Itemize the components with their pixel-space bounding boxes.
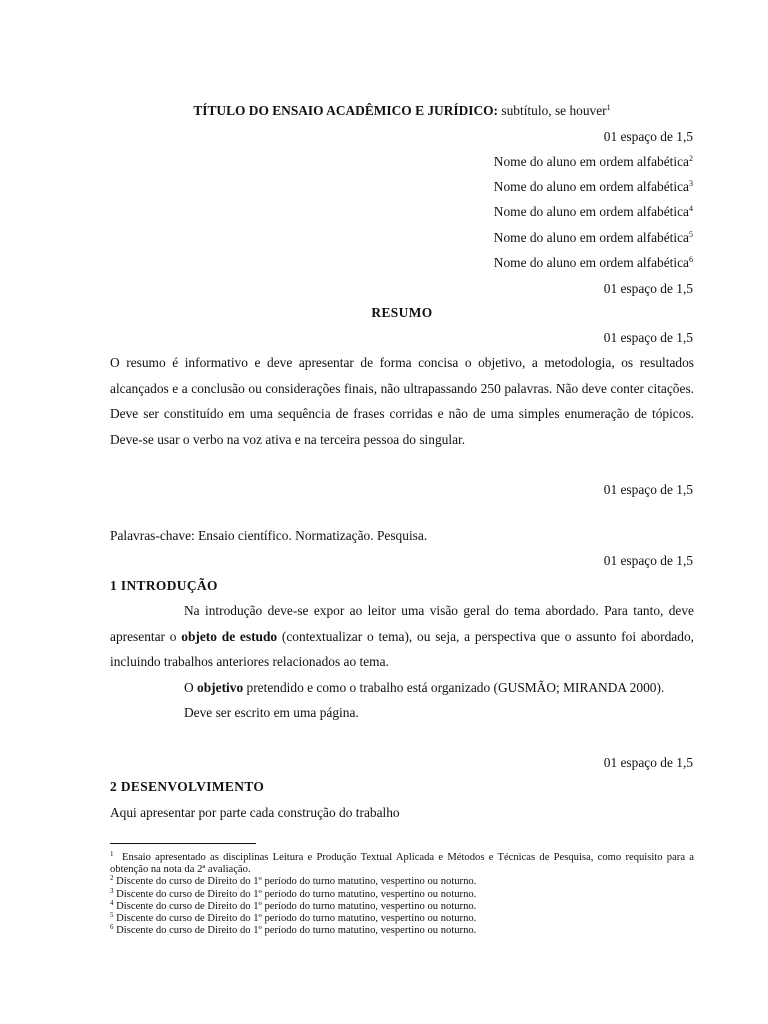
desenvolvimento-text: Aqui apresentar por parte cada construção do trabalho [110,805,400,820]
spacing-note: 01 espaço de 1,5 [603,129,693,144]
document-title [0,103,768,119]
footnote: $^3$ Discente do curso de Direito do 1º período do turno matutino, vespertino ou noturno. [110,886,477,900]
resumo-text: O resumo é informativo e deve apresentar de forma concisa o objetivo, a metodologia, os resultados alcançados e a conclusão ou considerações finais, não ultrapassando 250 palavras. Não deve conter citações. Deve ser constituído em uma sequência de frases corridas e não de uma simples enumeração de tópicos. Deve-se usar o verbo na voz ativa e na terceira pessoa do singular. [110,355,694,447]
footnote: $^5$ Discente do curso de Direito do 1º período do turno matutino, vespertino ou noturno. [110,911,477,925]
footnote: $^2$ Discente do curso de Direito do 1º período do turno matutino, vespertino ou noturno. [110,874,477,888]
introducao-paragraph: O objetivo pretendido e como o trabalho está organizado (GUSMÃO; MIRANDA 2000). [184,679,665,695]
spacing-note: 01 espaço de 1,5 [603,553,693,568]
spacing-note: 01 espaço de 1,5 [603,281,693,296]
resumo-heading: RESUMO [371,305,433,320]
author-name: Nome do aluno em ordem alfabética$^3$ [493,179,693,194]
keywords: Palavras-chave: Ensaio científico. Normatização. Pesquisa. [110,528,428,543]
title-subtitle: subtítulo, se houver [501,103,607,118]
title-main: TÍTULO DO ENSAIO ACADÊMICO E JURÍDICO: [193,103,499,118]
introducao-heading: 1 INTRODUÇÃO [110,578,218,593]
introducao-body [110,598,694,726]
author-name: Nome do aluno em ordem alfabética$^6$ [493,255,693,270]
author-name: Nome do aluno em ordem alfabética$^4$ [493,204,693,219]
introducao-paragraph: Na introdução deve-se expor ao leitor uma visão geral do tema abordado. Para tanto, deve apresentar o objeto de estudo (contextualizar o tema), ou seja, a perspectiva que o assunto foi abordado, incluindo trabalhos anteriores relacionados ao tema. [110,603,694,669]
footnotes [110,852,694,937]
author-name: Nome do aluno em ordem alfabética$^5$ [493,230,693,245]
footnote: $^6$ Discente do curso de Direito do 1º período do turno matutino, vespertino ou noturno. [110,923,477,937]
footnote-separator [110,843,256,844]
footnote: $^4$ Discente do curso de Direito do 1º período do turno matutino, vespertino ou noturno. [110,898,477,912]
spacing-note: 01 espaço de 1,5 [603,330,693,345]
introducao-paragraph: Deve ser escrito em uma página. [184,705,359,720]
spacing-note: 01 espaço de 1,5 [603,482,693,497]
author-name: Nome do aluno em ordem alfabética$^2$ [493,154,693,169]
title-footnote-mark: 1 [606,103,611,112]
footnote: $^1$ Ensaio apresentado as disciplinas Leitura e Produção Textual Aplicada e Métodos e Técnicas de Pesquisa, como requisito para a obtenção na nota da 2ª avaliação. [110,850,695,876]
spacing-note: 01 espaço de 1,5 [603,755,693,770]
desenvolvimento-heading: 2 DESENVOLVIMENTO [110,779,265,794]
